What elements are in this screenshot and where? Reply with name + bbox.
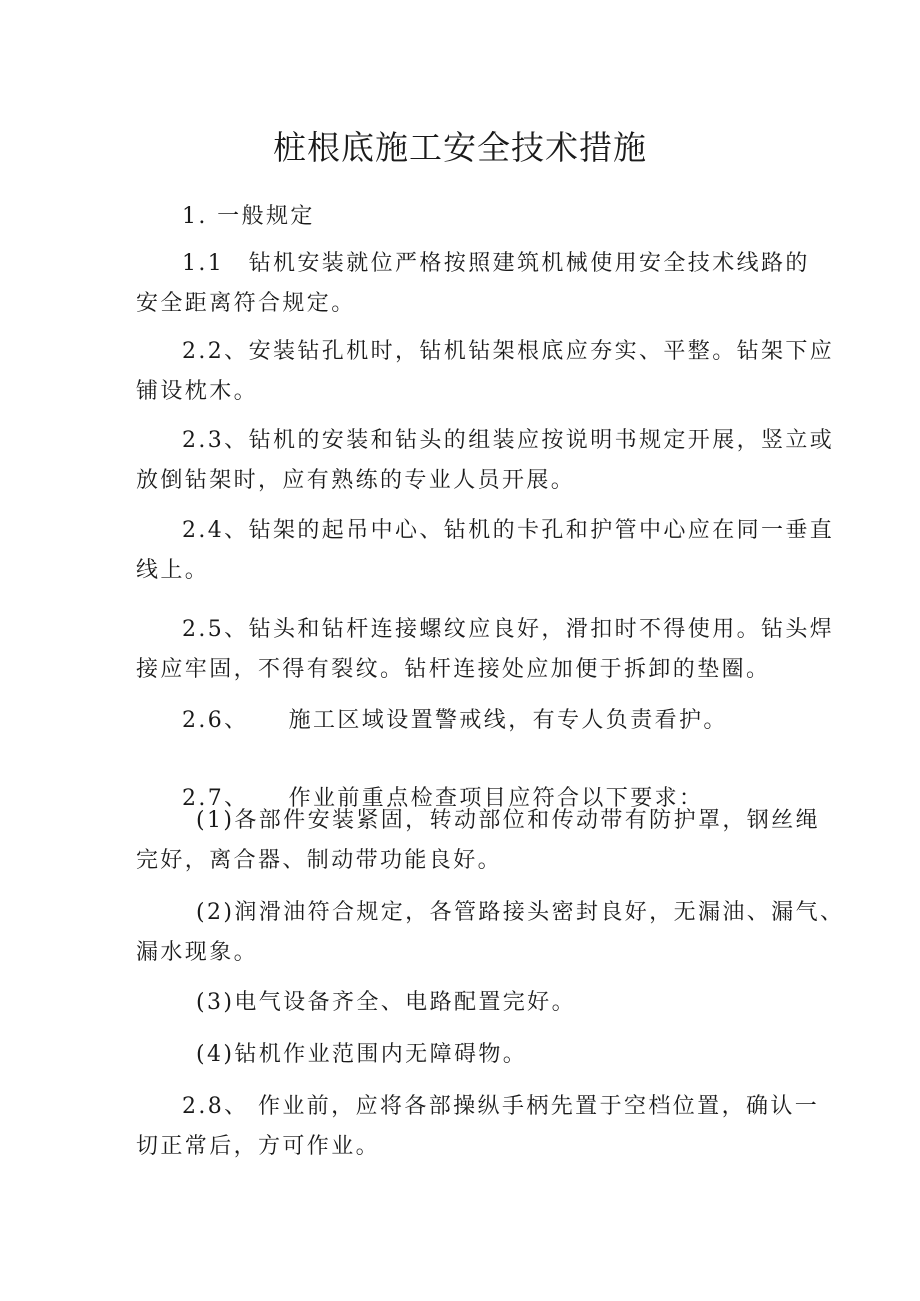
requirement-2 bbox=[136, 893, 845, 973]
para-line: 2.4、钻架的起吊中心、钻机的卡孔和护管中心应在同一垂直 bbox=[182, 518, 835, 543]
clause-number: 2.6、 bbox=[182, 708, 249, 733]
para-line: (1)各部件安装紧固，转动部位和传动带有防护罩，钢丝绳 bbox=[196, 808, 820, 833]
para-line: 放倒钻架时，应有熟练的专业人员开展。 bbox=[136, 468, 576, 493]
para-line: 漏水现象。 bbox=[136, 940, 259, 965]
para-line: 接应牢固，不得有裂纹。钻杆连接处应加便于拆卸的垫圈。 bbox=[136, 657, 771, 682]
clause-1-1 bbox=[136, 244, 810, 324]
para-line: 2.2、安装钻孔机时，钻机钻架根底应夯实、平整。钻架下应 bbox=[182, 339, 835, 364]
clause-2-6 bbox=[136, 701, 796, 741]
para-line: 2.8、 作业前，应将各部操纵手柄先置于空档位置，确认一 bbox=[182, 1094, 820, 1119]
clause-2-3 bbox=[136, 421, 835, 501]
para-line: 线上。 bbox=[136, 558, 210, 583]
clause-2-4 bbox=[136, 511, 835, 591]
clause-2-2 bbox=[136, 332, 835, 412]
para-line: 安全距离符合规定。 bbox=[136, 291, 356, 316]
requirement-3 bbox=[136, 983, 796, 1023]
para-line: 2.3、钻机的安装和钻头的组装应按说明书规定开展，竖立或 bbox=[182, 428, 835, 453]
para-line: 铺设枕木。 bbox=[136, 379, 259, 404]
requirement-4 bbox=[136, 1035, 796, 1075]
document-title: 桩根底施工安全技术措施 bbox=[273, 128, 647, 167]
requirement-1 bbox=[136, 801, 820, 881]
para-line: 1.1 钻机安装就位严格按照建筑机械使用安全技术线路的 bbox=[182, 251, 810, 276]
para-line: 2.5、钻头和钻杆连接螺纹应良好，滑扣时不得使用。钻头焊 bbox=[182, 617, 835, 642]
para-line: 1. 一般规定 bbox=[182, 204, 315, 229]
clause-2-8 bbox=[136, 1087, 820, 1167]
clause-text: 施工区域设置警戒线，有专人负责看护。 bbox=[288, 708, 728, 733]
para-line: 切正常后，方可作业。 bbox=[136, 1134, 381, 1159]
para-line: (4)钻机作业范围内无障碍物。 bbox=[196, 1042, 528, 1067]
section-heading-general bbox=[136, 197, 796, 237]
clause-text: 作业前重点检查项目应符合以下要求： bbox=[288, 786, 704, 811]
para-line: (2)润滑油符合规定，各管路接头密封良好，无漏油、漏气、 bbox=[196, 900, 845, 925]
clause-number: 2.7、 bbox=[182, 786, 249, 811]
para-line: 完好，离合器、制动带功能良好。 bbox=[136, 848, 503, 873]
clause-2-5 bbox=[136, 610, 835, 690]
para-line: (3)电气设备齐全、电路配置完好。 bbox=[196, 990, 576, 1015]
